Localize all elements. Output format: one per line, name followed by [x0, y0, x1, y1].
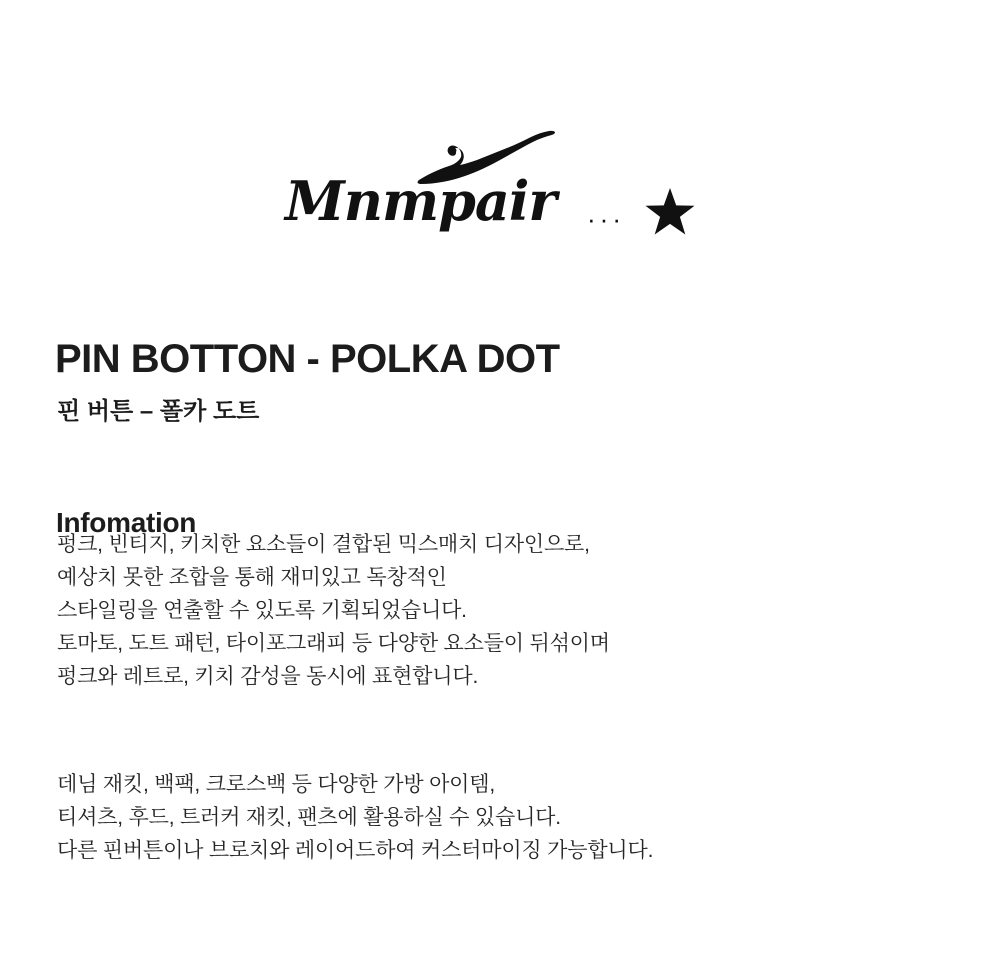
brand-logo-inner	[285, 128, 715, 248]
brand-logo	[0, 118, 1000, 248]
information-heading: Infomation	[56, 507, 197, 538]
paragraph-line: 예상치 못한 조합을 통해 재미있고 독창적인	[57, 566, 447, 589]
page-subtitle: 핀 버튼 – 폴카 도트	[57, 397, 260, 425]
paragraph-line: 스타일링을 연출할 수 있도록 기획되었습니다.	[57, 599, 467, 622]
brand-dots: ···	[587, 204, 625, 234]
paragraph-line: 다른 핀버튼이나 브로치와 레이어드하여 커스터마이징 가능합니다.	[57, 839, 654, 862]
information-paragraph-1	[57, 528, 957, 693]
paragraph-line: 데님 재킷, 백팩, 크로스백 등 다양한 가방 아이템,	[57, 773, 495, 796]
brand-wordmark: Mnmpair	[285, 169, 556, 233]
star-icon	[643, 186, 697, 240]
information-paragraph-2	[57, 768, 957, 867]
paragraph-line: 티셔츠, 후드, 트러커 재킷, 팬츠에 활용하실 수 있습니다.	[57, 806, 561, 829]
paragraph-line: 펑크와 레트로, 키치 감성을 동시에 표현합니다.	[57, 665, 479, 688]
page-title: PIN BOTTON - POLKA DOT	[55, 336, 560, 381]
paragraph-line: 펑크, 빈티지, 키치한 요소들이 결합된 믹스매치 디자인으로,	[57, 533, 590, 556]
paragraph-line: 토마토, 도트 패턴, 타이포그래피 등 다양한 요소들이 뒤섞이며	[57, 632, 610, 655]
